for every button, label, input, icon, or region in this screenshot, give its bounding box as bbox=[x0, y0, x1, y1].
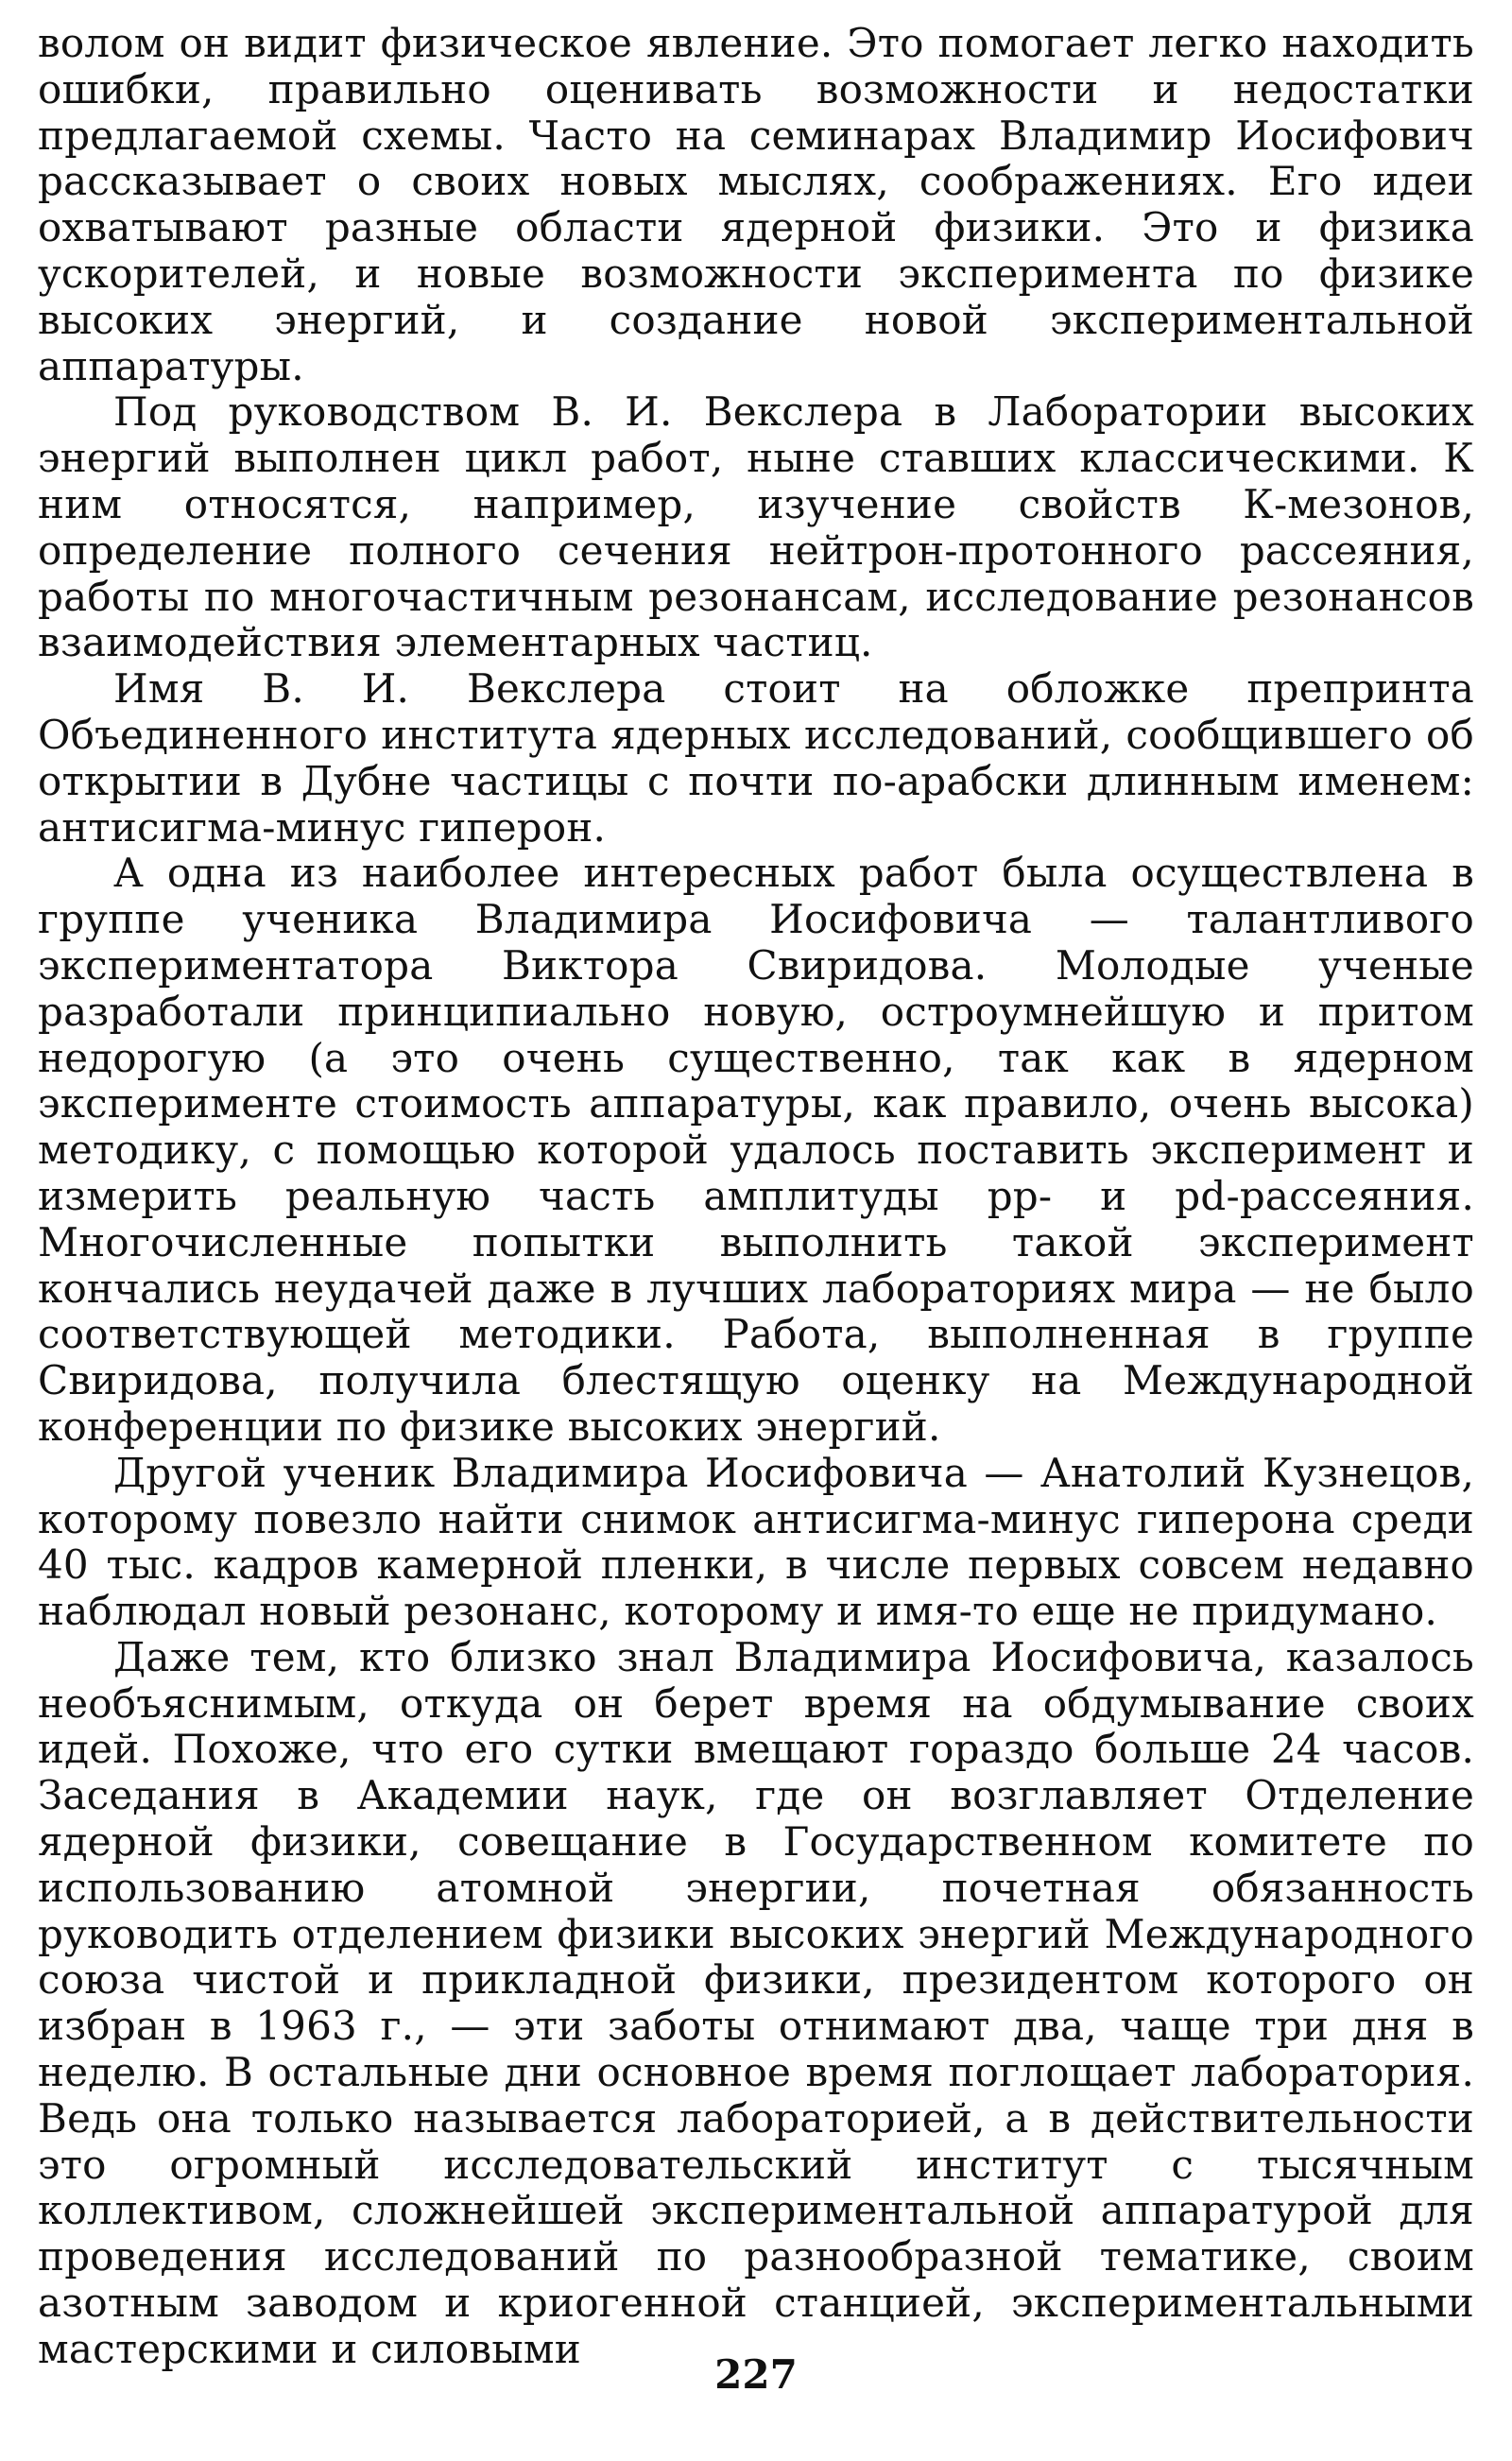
paragraph-2: Под руководством В. И. Векслера в Лаборатории высоких энергий выполнен цикл работ, ныне ставших классическими. К ним относятся, например, изучение свойств К-мезонов, определение полного сечения нейтрон-протонного рассеяния, работы по многочастичным резонансам, исследование резонансов взаимодействия элементарных частиц. bbox=[38, 388, 1474, 666]
paragraph-6: Даже тем, кто близко знал Владимира Иосифовича, казалось необъяснимым, откуда он берет время на обдумывание своих идей. Похоже, что его сутки вмещают гораздо больше 24 часов. Заседания в Академии наук, где он возглавляет Отделение ядерной физики, совещание в Государственном комитете по использованию атомной энергии, почетная обязанность руководить отделением физики высоких энергий Международного союза чистой и прикладной физики, президентом которого он избран в 1963 г., — эти заботы отнимают два, чаще три дня в неделю. В остальные дни основное время поглощает лаборатория. Ведь она только называется лабораторией, а в действительности это огромный исследовательский институт с тысячным коллективом, сложнейшей экспериментальной аппаратурой для проведения исследований по разнообразной тематике, своим азотным заводом и криогенной станцией, экспериментальными мастерскими и силовыми bbox=[38, 1633, 1474, 2372]
paragraph-3: Имя В. И. Векслера стоит на обложке препринта Объединенного института ядерных исследований, сообщившего об открытии в Дубне частицы с почти по-арабски длинным именем: антисигма-минус гиперон. bbox=[38, 665, 1474, 851]
paragraph-4: А одна из наиболее интересных работ была осуществлена в группе ученика Владимира Иосифовича — талантливого экспериментатора Виктора Свиридова. Молодые ученые разработали принципиально новую, остроумнейшую и притом недорогую (а это очень существенно, так как в ядерном эксперименте стоимость аппаратуры, как правило, очень высока) методику, с помощью которой удалось поставить эксперимент и измерить реальную часть амплитуды pp- и pd-рассеяния. Многочисленные попытки выполнить такой эксперимент кончались неудачей даже в лучших лабораториях мира — не было соответствующей методики. Работа, выполненная в группе Свиридова, получила блестящую оценку на Международной конференции по физике высоких энергий. bbox=[38, 850, 1474, 1450]
body-text bbox=[38, 21, 1474, 2373]
paragraph-5: Другой ученик Владимира Иосифовича — Анатолий Кузнецов, которому повезло найти снимок антисигма-минус гиперона среди 40 тыс. кадров камерной пленки, в числе первых совсем недавно наблюдал новый резонанс, которому и имя-то еще не придумано. bbox=[38, 1449, 1474, 1635]
paragraph-1: волом он видит физическое явление. Это помогает легко находить ошибки, правильно оценивать возможности и недостатки предлагаемой схемы. Часто на семинарах Владимир Иосифович рассказывает о своих новых мыслях, соображениях. Его идеи охватывают разные области ядерной физики. Это и физика ускорителей, и новые возможности эксперимента по физике высоких энергий, и создание новой экспериментальной аппаратуры. bbox=[38, 20, 1474, 389]
page-number: 227 bbox=[714, 2351, 798, 2398]
